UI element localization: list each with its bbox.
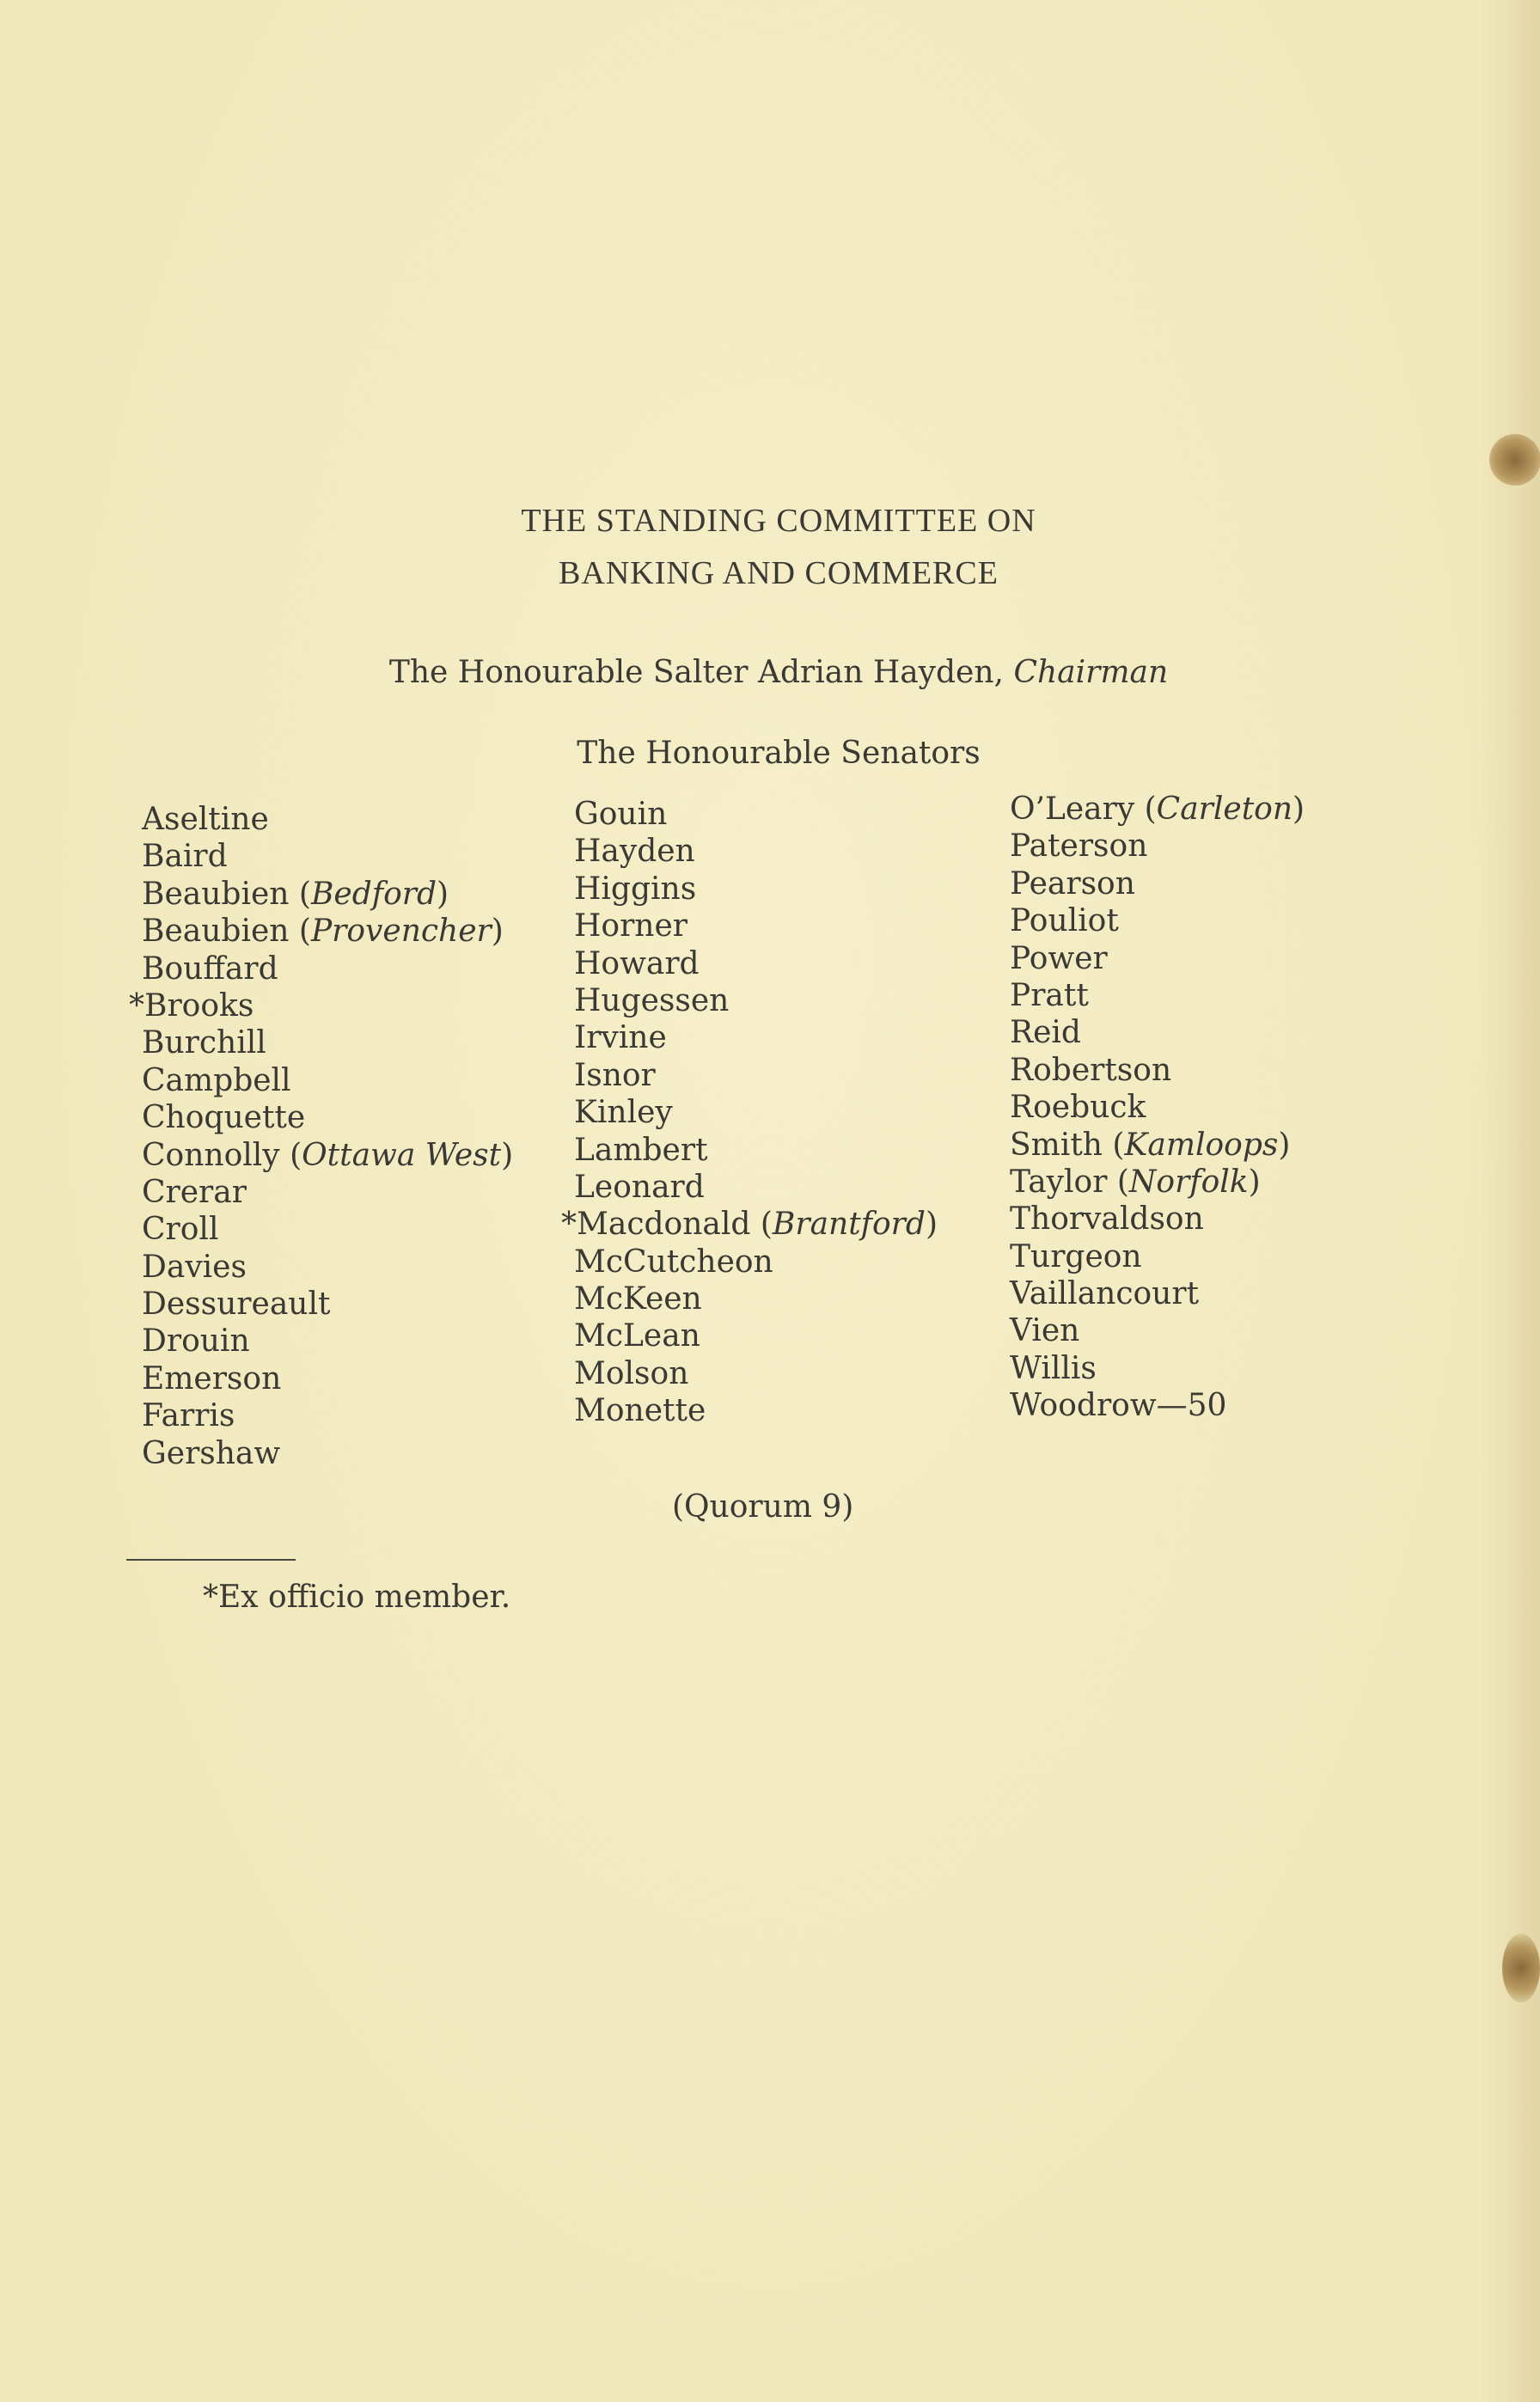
senator-name: Monette — [574, 1393, 706, 1429]
senator-name: McKeen — [574, 1281, 702, 1317]
senator-name: Vien — [1010, 1313, 1080, 1349]
chairman-line — [0, 655, 1540, 690]
senator-name: Burchill — [142, 1025, 266, 1061]
senator-entry — [142, 1360, 513, 1397]
senator-name: Drouin — [142, 1323, 250, 1360]
senator-entry — [574, 1169, 938, 1206]
senator-column-3 — [1010, 791, 1305, 1425]
senator-entry: Smith (Kamloops) — [1010, 1127, 1291, 1163]
committee-title-line-2: BANKING AND COMMERCE — [559, 555, 999, 591]
senator-entry — [1010, 865, 1305, 902]
senator-entry — [129, 987, 513, 1024]
senator-name: Robertson — [1010, 1052, 1172, 1088]
senator-entry: Beaubien (Provencher) — [142, 914, 504, 950]
paper-stain — [1489, 434, 1540, 486]
senator-name: Aseltine — [142, 802, 269, 837]
senator-name: Willis — [1010, 1350, 1097, 1386]
senator-entry — [574, 945, 938, 982]
senator-name: Connolly — [142, 1137, 290, 1173]
senator-entry — [574, 1392, 938, 1429]
senator-name: Hugessen — [574, 982, 730, 1018]
senators-heading: The Honourable Senators — [577, 736, 981, 771]
senator-name: Higgins — [574, 871, 697, 907]
senator-entry — [574, 908, 938, 944]
senator-name: Reid — [1010, 1015, 1081, 1051]
senator-name: Horner — [574, 908, 688, 944]
senator-entry — [142, 1249, 513, 1286]
senator-name: Farris — [142, 1398, 235, 1434]
senator-name: Beaubien — [142, 876, 299, 912]
senator-entry — [142, 1211, 513, 1248]
senator-name: McCutcheon — [574, 1244, 773, 1280]
senator-name: Leonard — [574, 1169, 705, 1205]
senator-entry — [1010, 1275, 1305, 1312]
senator-entry — [574, 1019, 938, 1056]
senator-entry — [1010, 940, 1305, 977]
chairman-name: The Honourable Salter Adrian Hayden, — [388, 655, 1014, 690]
senator-entry — [142, 838, 513, 875]
senator-entry: *Macdonald (Brantford) — [561, 1207, 938, 1243]
senator-name: Roebuck — [1010, 1090, 1146, 1126]
footnote-divider — [126, 1559, 296, 1561]
senator-entry: Connolly (Ottawa West) — [142, 1137, 514, 1173]
senator-column-1 — [129, 801, 514, 1472]
senator-name: Vaillancourt — [1010, 1276, 1200, 1312]
senator-entry — [574, 833, 938, 870]
senator-entry: Taylor (Norfolk) — [1010, 1164, 1261, 1200]
senator-name: Irvine — [574, 1020, 667, 1056]
senator-name: *Brooks — [129, 987, 254, 1024]
senator-constituency: Ottawa West — [302, 1137, 502, 1173]
senator-name: Croll — [142, 1212, 219, 1248]
senator-name: Turgeon — [1010, 1238, 1142, 1274]
senator-name: McLean — [574, 1318, 700, 1354]
footnote: *Ex officio member. — [203, 1580, 511, 1615]
senator-name: Pearson — [1010, 865, 1135, 902]
senator-entry — [574, 1094, 938, 1131]
senator-name: Crerar — [142, 1174, 247, 1210]
senator-constituency: Bedford — [310, 876, 437, 912]
senator-constituency: Carleton — [1156, 791, 1293, 827]
senator-name: Baird — [142, 839, 228, 875]
senator-entry: Beaubien (Bedford) — [142, 876, 449, 912]
senator-name: Gouin — [574, 797, 668, 832]
senator-entry — [1010, 1387, 1305, 1424]
senator-entry — [142, 1174, 513, 1211]
senator-name: Kinley — [574, 1095, 673, 1131]
senator-entry — [142, 801, 513, 838]
chairman-role: Chairman — [1013, 655, 1169, 690]
senator-constituency: Provencher — [310, 914, 492, 950]
committee-title-line-1: THE STANDING COMMITTEE ON — [521, 503, 1036, 539]
senator-name: Hayden — [574, 834, 695, 870]
senator-entry — [574, 1244, 938, 1280]
senator-entry — [142, 1323, 513, 1360]
senator-entry — [142, 1099, 513, 1136]
senator-column-2 — [561, 796, 938, 1430]
senator-entry — [574, 982, 938, 1019]
senator-name: Paterson — [1010, 828, 1148, 865]
senator-entry — [1010, 1089, 1305, 1126]
senator-name: Campbell — [142, 1062, 291, 1098]
senator-name: Pouliot — [1010, 903, 1119, 939]
senator-entry — [574, 1355, 938, 1392]
senator-entry — [1010, 1312, 1305, 1349]
senator-entry: O’Leary (Carleton) — [1010, 791, 1305, 827]
senator-entry — [574, 1280, 938, 1317]
senator-name: Beaubien — [142, 914, 299, 950]
senator-name: Molson — [574, 1355, 689, 1391]
senator-entry — [142, 1024, 513, 1061]
senator-entry — [1010, 902, 1305, 939]
senator-name: Gershaw — [142, 1435, 281, 1471]
senator-name: Lambert — [574, 1132, 708, 1168]
senator-entry — [1010, 1052, 1305, 1089]
quorum-note: (Quorum 9) — [672, 1489, 854, 1525]
senator-name: Smith — [1010, 1127, 1113, 1163]
senator-entry — [142, 1397, 513, 1434]
senator-name: Howard — [574, 945, 700, 981]
senator-name: O’Leary — [1010, 791, 1145, 827]
senator-entry — [142, 1062, 513, 1099]
senator-name: Thorvaldson — [1010, 1201, 1204, 1238]
senator-entry — [574, 1317, 938, 1354]
senator-entry — [1010, 1350, 1305, 1387]
senator-entry — [142, 1435, 513, 1472]
senator-entry — [142, 1286, 513, 1323]
senator-entry — [1010, 1238, 1305, 1275]
senator-constituency: Kamloops — [1124, 1127, 1279, 1163]
senator-entry — [1010, 828, 1305, 865]
senator-constituency: Norfolk — [1128, 1164, 1249, 1200]
senator-name: Taylor — [1010, 1164, 1117, 1200]
senator-entry — [574, 796, 938, 833]
senator-entry — [574, 1057, 938, 1094]
senator-entry — [1010, 977, 1305, 1014]
senator-entry — [574, 1132, 938, 1169]
senator-name: Choquette — [142, 1100, 306, 1136]
senator-name: Emerson — [142, 1360, 282, 1397]
senator-name: *Macdonald — [561, 1207, 761, 1243]
paper-stain — [1502, 1934, 1540, 2002]
senator-constituency: Brantford — [772, 1207, 926, 1243]
senator-name: Dessureault — [142, 1287, 331, 1323]
senator-entry — [574, 871, 938, 908]
senator-name: Pratt — [1010, 977, 1089, 1013]
senator-entry — [142, 950, 513, 987]
senator-name: Power — [1010, 940, 1108, 976]
senator-name: Davies — [142, 1249, 247, 1285]
senator-entry — [1010, 1201, 1305, 1238]
senator-name: Woodrow—50 — [1010, 1388, 1227, 1424]
senator-name: Bouffard — [142, 950, 278, 987]
senator-entry — [1010, 1014, 1305, 1051]
senator-name: Isnor — [574, 1057, 656, 1093]
